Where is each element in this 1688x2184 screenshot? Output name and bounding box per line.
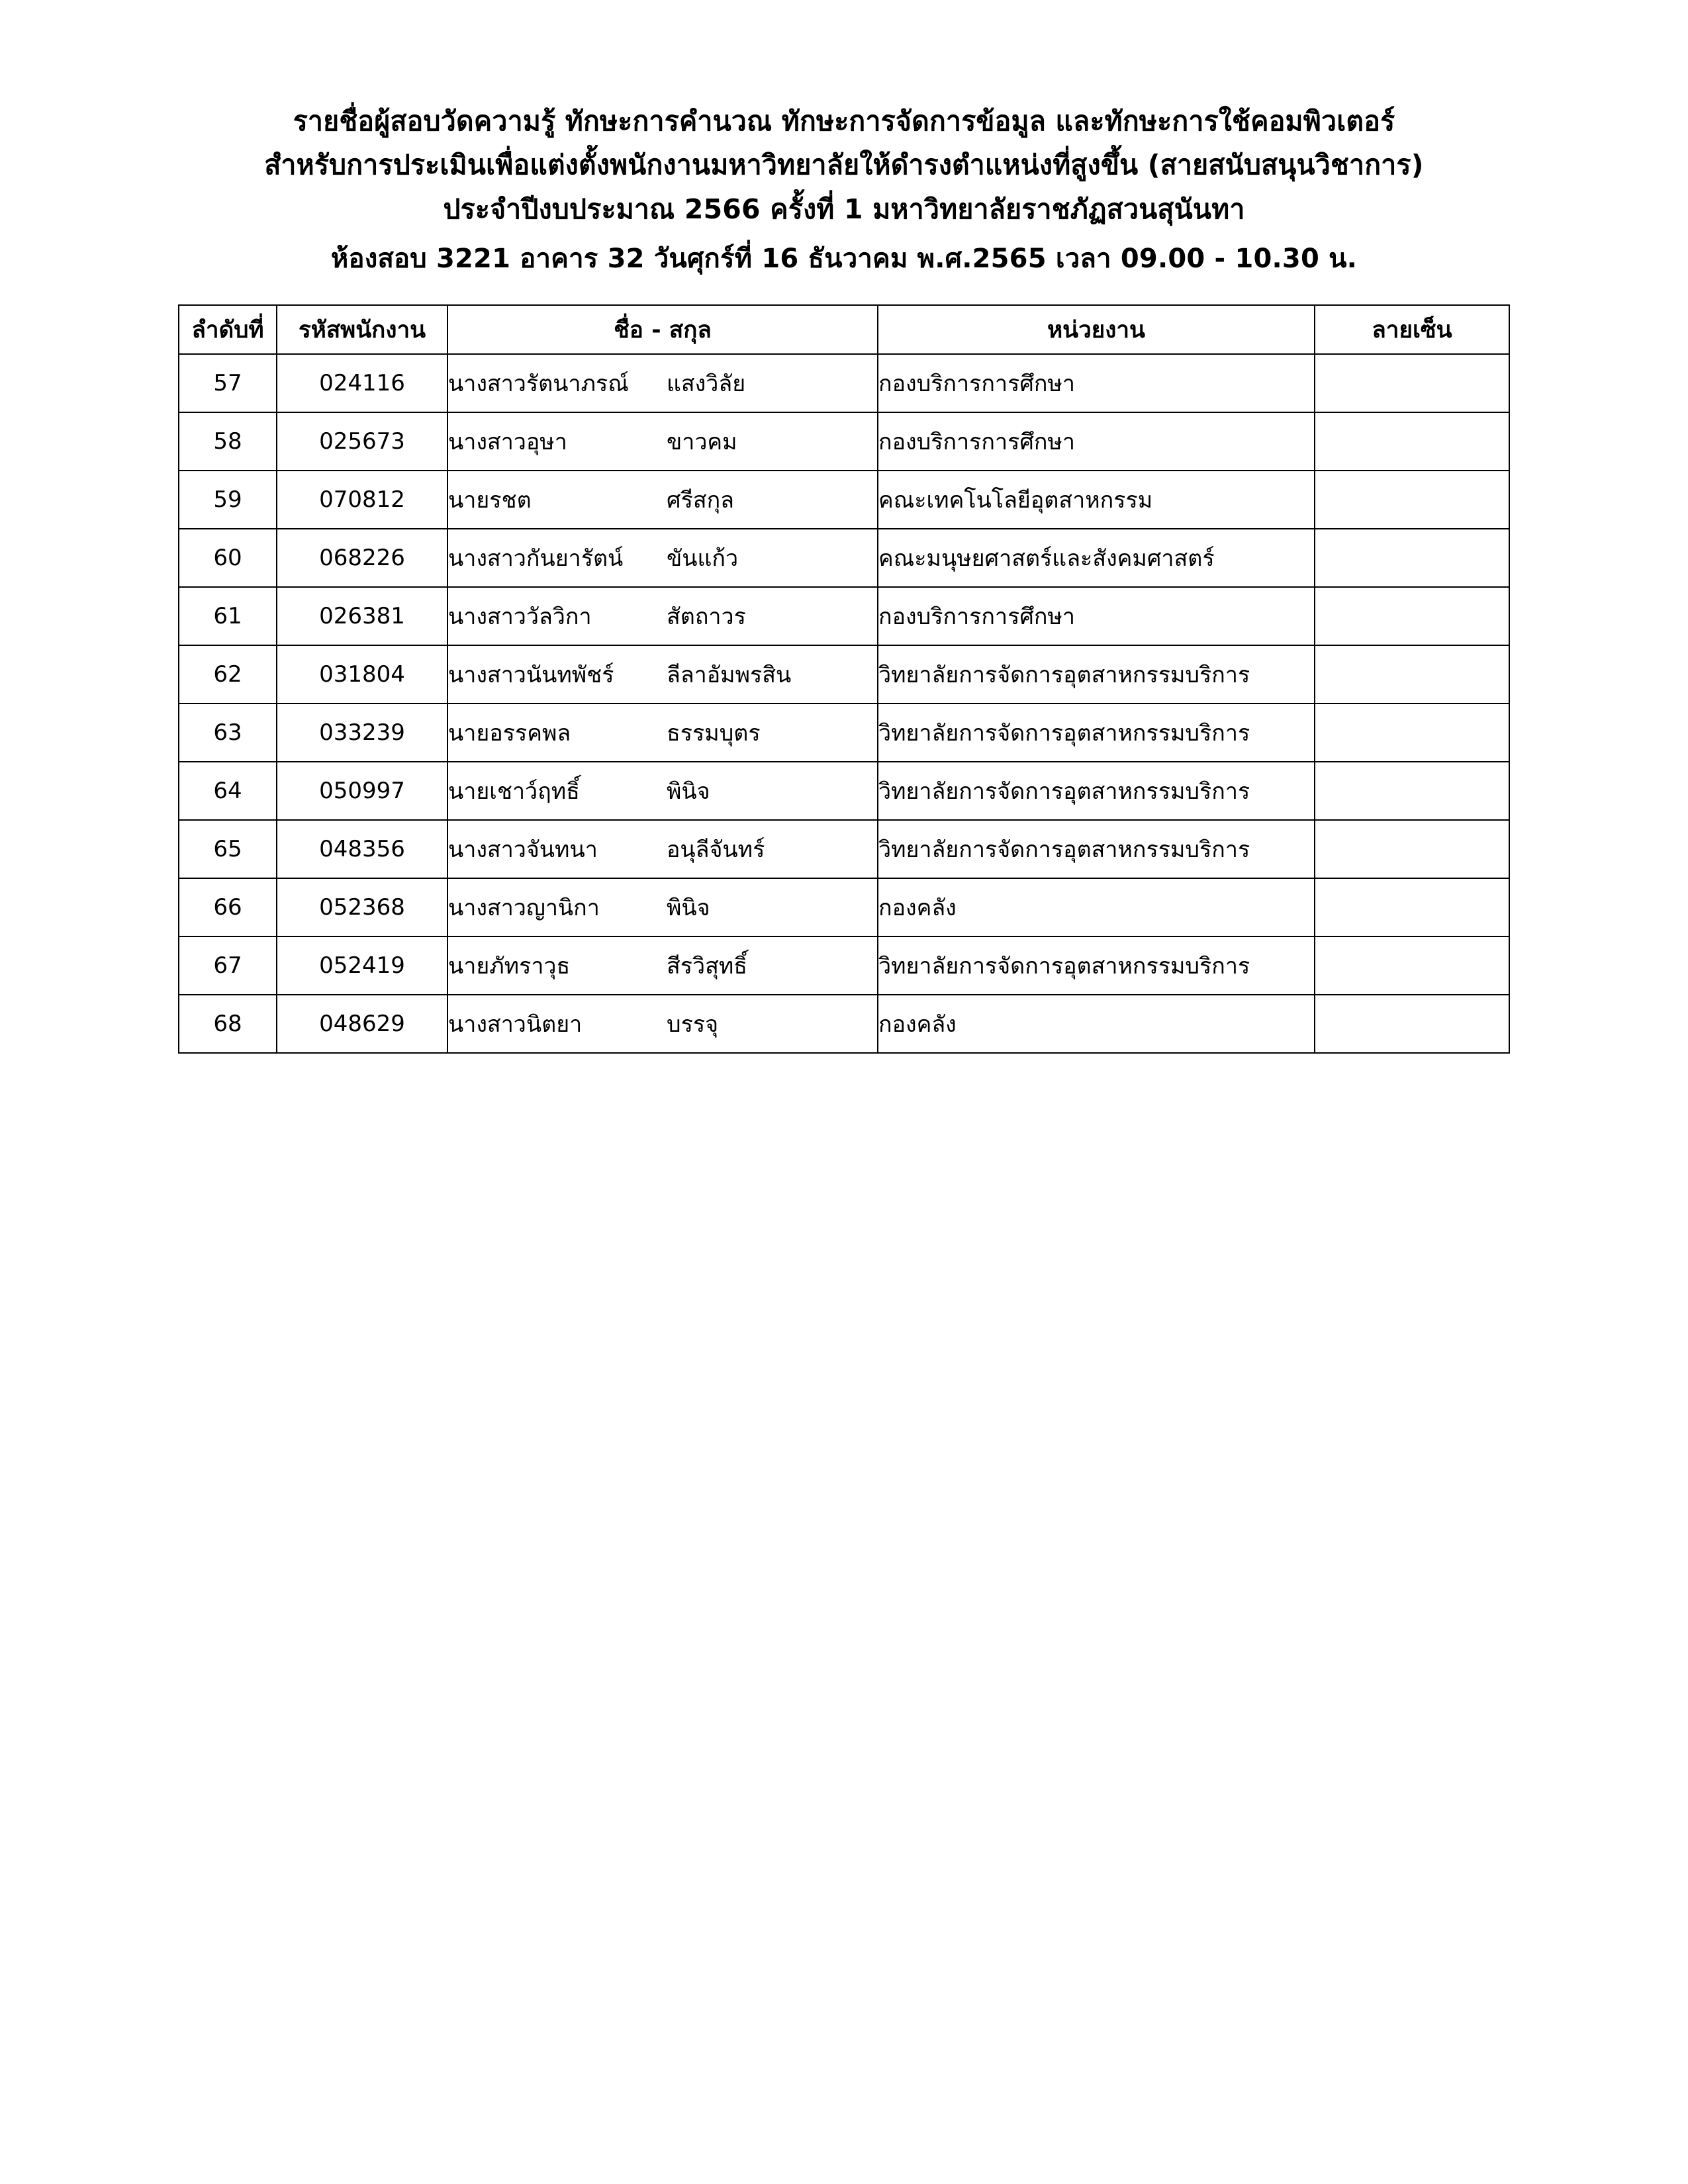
cell-no: 64 — [179, 762, 277, 820]
cell-no: 65 — [179, 820, 277, 878]
cell-first-name: นางสาวจันทนา — [448, 837, 598, 864]
cell-name — [447, 645, 878, 704]
table-row — [179, 820, 1509, 878]
page-title-line-1: รายชื่อผู้สอบวัดความรู้ ทักษะการคำนวณ ทักษะการจัดการข้อมูล และทักษะการใช้คอมพิวเตอร์ — [293, 105, 1395, 137]
name-wrapper — [448, 773, 877, 809]
cell-employee-code: 048356 — [277, 820, 447, 878]
cell-name — [447, 820, 878, 878]
cell-department: วิทยาลัยการจัดการอุตสาหกรรมบริการ — [878, 936, 1315, 995]
cell-employee-code: 068226 — [277, 529, 447, 587]
cell-last-name: พินิจ — [667, 895, 710, 922]
cell-no: 63 — [179, 704, 277, 762]
column-header-name: ชื่อ - สกุล — [447, 305, 878, 354]
cell-department: วิทยาลัยการจัดการอุตสาหกรรมบริการ — [878, 762, 1315, 820]
cell-name — [447, 471, 878, 529]
cell-employee-code: 024116 — [277, 354, 447, 412]
cell-last-name: บรรจุ — [667, 1011, 719, 1038]
table-row — [179, 412, 1509, 471]
column-header-department: หน่วยงาน — [878, 305, 1315, 354]
cell-signature[interactable] — [1315, 704, 1509, 762]
cell-last-name: ขันแก้ว — [667, 545, 739, 572]
table-row — [179, 704, 1509, 762]
cell-department: กองบริการการศึกษา — [878, 412, 1315, 471]
cell-signature[interactable] — [1315, 587, 1509, 645]
cell-last-name: ศรีสกุล — [667, 487, 735, 514]
cell-last-name: พินิจ — [667, 778, 710, 805]
cell-last-name: สีรวิสุทธิ์ — [667, 953, 748, 980]
cell-employee-code: 050997 — [277, 762, 447, 820]
table-row — [179, 587, 1509, 645]
table-row — [179, 878, 1509, 936]
cell-employee-code: 031804 — [277, 645, 447, 704]
name-wrapper — [448, 482, 877, 518]
cell-name — [447, 936, 878, 995]
cell-signature[interactable] — [1315, 354, 1509, 412]
name-wrapper — [448, 715, 877, 751]
cell-employee-code: 070812 — [277, 471, 447, 529]
cell-signature[interactable] — [1315, 529, 1509, 587]
cell-employee-code: 025673 — [277, 412, 447, 471]
cell-employee-code: 048629 — [277, 995, 447, 1053]
cell-department: กองคลัง — [878, 995, 1315, 1053]
table-row — [179, 995, 1509, 1053]
cell-first-name: นายรชต — [448, 487, 532, 514]
name-wrapper — [448, 365, 877, 401]
column-header-employee-code: รหัสพนักงาน — [277, 305, 447, 354]
cell-name — [447, 529, 878, 587]
page-title-line-3: ประจำปีงบประมาณ 2566 ครั้งที่ 1 มหาวิทยาลัยราชภัฏสวนสุนันทา — [443, 193, 1245, 225]
name-wrapper — [448, 889, 877, 925]
table-row — [179, 936, 1509, 995]
cell-department: คณะเทคโนโลยีอุตสาหกรรม — [878, 471, 1315, 529]
column-header-no: ลำดับที่ — [179, 305, 277, 354]
cell-last-name: อนุลีจันทร์ — [667, 837, 765, 864]
name-wrapper — [448, 598, 877, 634]
table-header-row — [179, 305, 1509, 354]
cell-first-name: นางสาววัลวิกา — [448, 604, 592, 631]
cell-signature[interactable] — [1315, 762, 1509, 820]
cell-first-name: นางสาวนิตยา — [448, 1011, 583, 1038]
name-wrapper — [448, 540, 877, 576]
cell-last-name: แสงวิลัย — [667, 371, 746, 398]
table-row — [179, 762, 1509, 820]
cell-signature[interactable] — [1315, 995, 1509, 1053]
cell-name — [447, 587, 878, 645]
cell-department: วิทยาลัยการจัดการอุตสาหกรรมบริการ — [878, 820, 1315, 878]
cell-name — [447, 354, 878, 412]
cell-no: 57 — [179, 354, 277, 412]
page-title-line-4: ห้องสอบ 3221 อาคาร 32 วันศุกร์ที่ 16 ธันวาคม พ.ศ.2565 เวลา 09.00 - 10.30 น. — [330, 244, 1358, 275]
table-header — [179, 305, 1509, 354]
cell-name — [447, 762, 878, 820]
column-header-signature: ลายเซ็น — [1315, 305, 1509, 354]
examinee-roster-table — [178, 304, 1510, 1054]
cell-name — [447, 704, 878, 762]
cell-last-name: ธรรมบุตร — [667, 720, 761, 747]
cell-first-name: นายเชาว์ฤทธิ์ — [448, 778, 580, 805]
cell-department: กองคลัง — [878, 878, 1315, 936]
cell-no: 68 — [179, 995, 277, 1053]
cell-signature[interactable] — [1315, 820, 1509, 878]
cell-first-name: นางสาวนันทพัชร์ — [448, 662, 614, 689]
cell-department: วิทยาลัยการจัดการอุตสาหกรรมบริการ — [878, 645, 1315, 704]
cell-signature[interactable] — [1315, 936, 1509, 995]
cell-employee-code: 026381 — [277, 587, 447, 645]
table-row — [179, 354, 1509, 412]
cell-no: 67 — [179, 936, 277, 995]
cell-employee-code: 052368 — [277, 878, 447, 936]
table-row — [179, 529, 1509, 587]
name-wrapper — [448, 948, 877, 983]
cell-no: 62 — [179, 645, 277, 704]
cell-first-name: นายภัทราวุธ — [448, 953, 571, 980]
cell-department: กองบริการการศึกษา — [878, 587, 1315, 645]
cell-no: 58 — [179, 412, 277, 471]
cell-first-name: นางสาวกันยารัตน์ — [448, 545, 624, 572]
cell-no: 60 — [179, 529, 277, 587]
cell-last-name: ขาวคม — [667, 429, 737, 456]
cell-employee-code: 033239 — [277, 704, 447, 762]
cell-name — [447, 878, 878, 936]
cell-department: วิทยาลัยการจัดการอุตสาหกรรมบริการ — [878, 704, 1315, 762]
cell-name — [447, 412, 878, 471]
cell-employee-code: 052419 — [277, 936, 447, 995]
cell-signature[interactable] — [1315, 878, 1509, 936]
page-title-line-2: สำหรับการประเมินเพื่อแต่งตั้งพนักงานมหาวิทยาลัยให้ดำรงตำแหน่งที่สูงขึ้น (สายสนับสนุนวิชาการ) — [264, 149, 1424, 181]
cell-department: กองบริการการศึกษา — [878, 354, 1315, 412]
cell-name — [447, 995, 878, 1053]
document-header — [0, 99, 1688, 281]
name-wrapper — [448, 424, 877, 459]
cell-no: 66 — [179, 878, 277, 936]
cell-signature[interactable] — [1315, 471, 1509, 529]
cell-no: 61 — [179, 587, 277, 645]
name-wrapper — [448, 831, 877, 867]
cell-signature[interactable] — [1315, 412, 1509, 471]
name-wrapper — [448, 1006, 877, 1042]
table-row — [179, 645, 1509, 704]
cell-first-name: นางสาวอุษา — [448, 429, 567, 456]
cell-signature[interactable] — [1315, 645, 1509, 704]
cell-last-name: ลีลาอัมพรสิน — [667, 662, 792, 689]
cell-last-name: สัตถาวร — [667, 604, 746, 631]
name-wrapper — [448, 657, 877, 692]
cell-first-name: นางสาวญานิกา — [448, 895, 600, 922]
cell-no: 59 — [179, 471, 277, 529]
cell-first-name: นางสาวรัตนาภรณ์ — [448, 371, 629, 398]
table-row — [179, 471, 1509, 529]
table-body — [179, 354, 1509, 1053]
cell-department: คณะมนุษยศาสตร์และสังคมศาสตร์ — [878, 529, 1315, 587]
cell-first-name: นายอรรคพล — [448, 720, 571, 747]
